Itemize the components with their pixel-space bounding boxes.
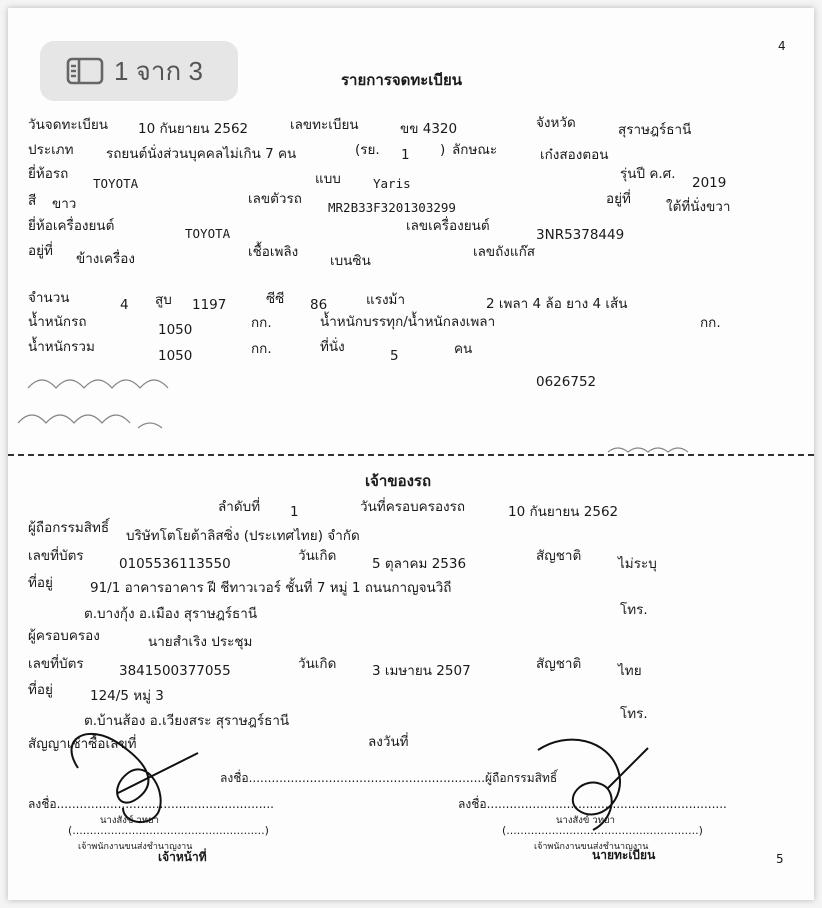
holder: บริษัทโตโยต้าลิสซิ่ง (ประเทศไทย) จำกัด bbox=[126, 528, 360, 544]
weight: 1050 bbox=[158, 322, 193, 338]
nationality2-label: สัญชาติ bbox=[536, 656, 582, 672]
fuel: เบนซิน bbox=[330, 253, 371, 269]
contract-label: สัญญาเช่าซื้อเลขที่ bbox=[28, 736, 137, 752]
right-signer-name: นางสังข์ วทยา bbox=[556, 815, 615, 826]
engine-brand-label: ยี่ห้อเครื่องยนต์ bbox=[28, 218, 115, 234]
chassis-label: เลขตัวรถ bbox=[248, 191, 302, 207]
engine-brand: TOYOTA bbox=[185, 226, 231, 241]
engine-number: 3NR5378449 bbox=[536, 227, 625, 243]
engine-no-label: เลขเครื่องยนต์ bbox=[406, 218, 490, 234]
possessor-birth: 3 เมษายน 2507 bbox=[372, 663, 471, 679]
possession-date: 10 กันยายน 2562 bbox=[508, 504, 619, 520]
right-signer-title: นายทะเบียน bbox=[592, 848, 656, 862]
right-signer-paren: (.......................................................) bbox=[502, 824, 703, 837]
reg-date-label: วันจดทะเบียน bbox=[28, 117, 108, 133]
gross-label: น้ำหนักรวม bbox=[28, 339, 95, 355]
holder-signature-line: ลงชื่อ..............................................................ผู้ถือกรรมสิทธิ์ bbox=[220, 771, 558, 785]
possessor-nationality: ไทย bbox=[618, 663, 642, 679]
model-label: แบบ bbox=[315, 171, 341, 187]
ry-close: ) bbox=[440, 142, 446, 158]
count-label: จำนวน bbox=[28, 290, 70, 306]
serial-number: 0626752 bbox=[536, 374, 597, 390]
seats-label: ที่นั่ง bbox=[320, 339, 345, 355]
id-label: เลขที่บัตร bbox=[28, 548, 84, 564]
persons-label: คน bbox=[454, 341, 473, 357]
sidebar-icon bbox=[66, 57, 104, 85]
holder-label: ผู้ถือกรรมสิทธิ์ bbox=[28, 520, 110, 536]
left-signer-role: เจ้าพนักงานขนส่งชำนาญงาน bbox=[78, 842, 193, 852]
kg-label-3: กก. bbox=[251, 341, 272, 357]
gas-tank-label: เลขถังแก๊ส bbox=[473, 244, 535, 260]
contract-date-label: ลงวันที่ bbox=[368, 734, 409, 750]
hp-label: แรงม้า bbox=[366, 292, 406, 308]
brand: TOYOTA bbox=[93, 176, 139, 191]
right-signer-role: เจ้าพนักงานขนส่งชำนาญงาน bbox=[534, 842, 649, 852]
color: ขาว bbox=[52, 196, 77, 212]
cc-label: ซีซี bbox=[266, 291, 285, 307]
weight-label: น้ำหนักรถ bbox=[28, 314, 87, 330]
page-mark-top: 4 bbox=[778, 39, 786, 53]
owner-title: เจ้าของรถ bbox=[365, 472, 432, 490]
province-label: จังหวัด bbox=[536, 115, 576, 131]
province: สุราษฎร์ธานี bbox=[618, 122, 692, 138]
feature-label: ลักษณะ bbox=[452, 142, 498, 158]
chassis-location: ใต้ที่นั่งขวา bbox=[666, 199, 731, 215]
cylinder-label: สูบ bbox=[155, 292, 172, 308]
vehicle-type: รถยนต์นั่งส่วนบุคคลไม่เกิน 7 คน bbox=[106, 146, 297, 162]
holder-birth: 5 ตุลาคม 2536 bbox=[372, 556, 467, 572]
left-signer-paren: (.......................................................) bbox=[68, 824, 269, 837]
engine-location: ข้างเครื่อง bbox=[76, 251, 135, 267]
seats: 5 bbox=[390, 348, 399, 364]
fuel-label: เชื้อเพลิง bbox=[248, 244, 299, 260]
possessor: นายสำเริง ประชุม bbox=[148, 634, 253, 650]
chassis-number: MR2B33F3201303299 bbox=[328, 200, 456, 215]
phone2-label: โทร. bbox=[620, 706, 648, 722]
engine-location-label: อยู่ที่ bbox=[28, 243, 53, 259]
model: Yaris bbox=[373, 176, 411, 191]
possessor-address-1: 124/5 หมู่ 3 bbox=[90, 688, 164, 704]
axles: 2 เพลา 4 ล้อ ยาง 4 เส้น bbox=[486, 296, 628, 312]
page-mark-bottom: 5 bbox=[776, 852, 784, 866]
document-page bbox=[8, 8, 814, 900]
left-signer-name: นางสังข์ วทยา bbox=[100, 815, 159, 826]
birth-label: วันเกิด bbox=[298, 548, 337, 564]
birth2-label: วันเกิด bbox=[298, 656, 337, 672]
ry-label: (รย. bbox=[355, 142, 380, 158]
registration-title: รายการจดทะเบียน bbox=[341, 71, 462, 89]
year-label: รุ่นปี ค.ศ. bbox=[620, 166, 676, 182]
address2-label: ที่อยู่ bbox=[28, 682, 53, 698]
possession-date-label: วันที่ครอบครองรถ bbox=[360, 499, 466, 515]
color-label: สี bbox=[28, 193, 37, 209]
page-indicator[interactable] bbox=[40, 41, 238, 101]
type-label: ประเภท bbox=[28, 142, 74, 158]
nationality-label: สัญชาติ bbox=[536, 548, 582, 564]
phone-label: โทร. bbox=[620, 602, 648, 618]
chassis-location-label: อยู่ที่ bbox=[606, 191, 631, 207]
kg-label-1: กก. bbox=[251, 315, 272, 331]
reg-date: 10 กันยายน 2562 bbox=[138, 121, 249, 137]
possessor-address-2: ต.บ้านส้อง อ.เวียงสระ สุราษฎร์ธานี bbox=[84, 713, 290, 729]
cylinder-count: 4 bbox=[120, 297, 129, 313]
left-signature-line: ลงชื่อ......................................................... bbox=[28, 797, 274, 811]
left-signer-title: เจ้าหน้าที่ bbox=[158, 850, 207, 864]
order: 1 bbox=[290, 504, 299, 520]
cc: 1197 bbox=[192, 297, 227, 313]
possessor-id: 3841500377055 bbox=[119, 663, 231, 679]
possessor-label: ผู้ครอบครอง bbox=[28, 628, 100, 644]
right-signature-line: ลงชื่อ............................................................... bbox=[458, 797, 727, 811]
feature: เก๋งสองตอน bbox=[540, 147, 609, 163]
page-indicator-label: 1 จาก 3 bbox=[114, 55, 203, 86]
kg-label-2: กก. bbox=[700, 315, 721, 331]
reg-no-label: เลขทะเบียน bbox=[290, 117, 359, 133]
load-label: น้ำหนักบรรทุก/น้ำหนักลงเพลา bbox=[320, 314, 496, 330]
holder-nationality: ไม่ระบุ bbox=[618, 556, 657, 572]
year: 2019 bbox=[692, 175, 727, 191]
horsepower: 86 bbox=[310, 297, 328, 313]
id2-label: เลขที่บัตร bbox=[28, 656, 84, 672]
gross-weight: 1050 bbox=[158, 348, 193, 364]
order-label: ลำดับที่ bbox=[218, 499, 261, 515]
holder-address-1: 91/1 อาคารอาคาร ฝี ชีทาวเวอร์ ชั้นที่ 7 หมู่ 1 ถนนกาญจนวิถี bbox=[90, 580, 452, 596]
ry-value: 1 bbox=[401, 147, 410, 163]
address-label: ที่อยู่ bbox=[28, 575, 53, 591]
brand-label: ยี่ห้อรถ bbox=[28, 166, 69, 182]
reg-no: ขข 4320 bbox=[400, 121, 458, 137]
holder-address-2: ต.บางกุ้ง อ.เมือง สุราษฎร์ธานี bbox=[84, 606, 258, 622]
section-divider bbox=[8, 454, 814, 460]
watermark-arcs bbox=[18, 380, 688, 452]
holder-id: 0105536113550 bbox=[119, 556, 231, 572]
